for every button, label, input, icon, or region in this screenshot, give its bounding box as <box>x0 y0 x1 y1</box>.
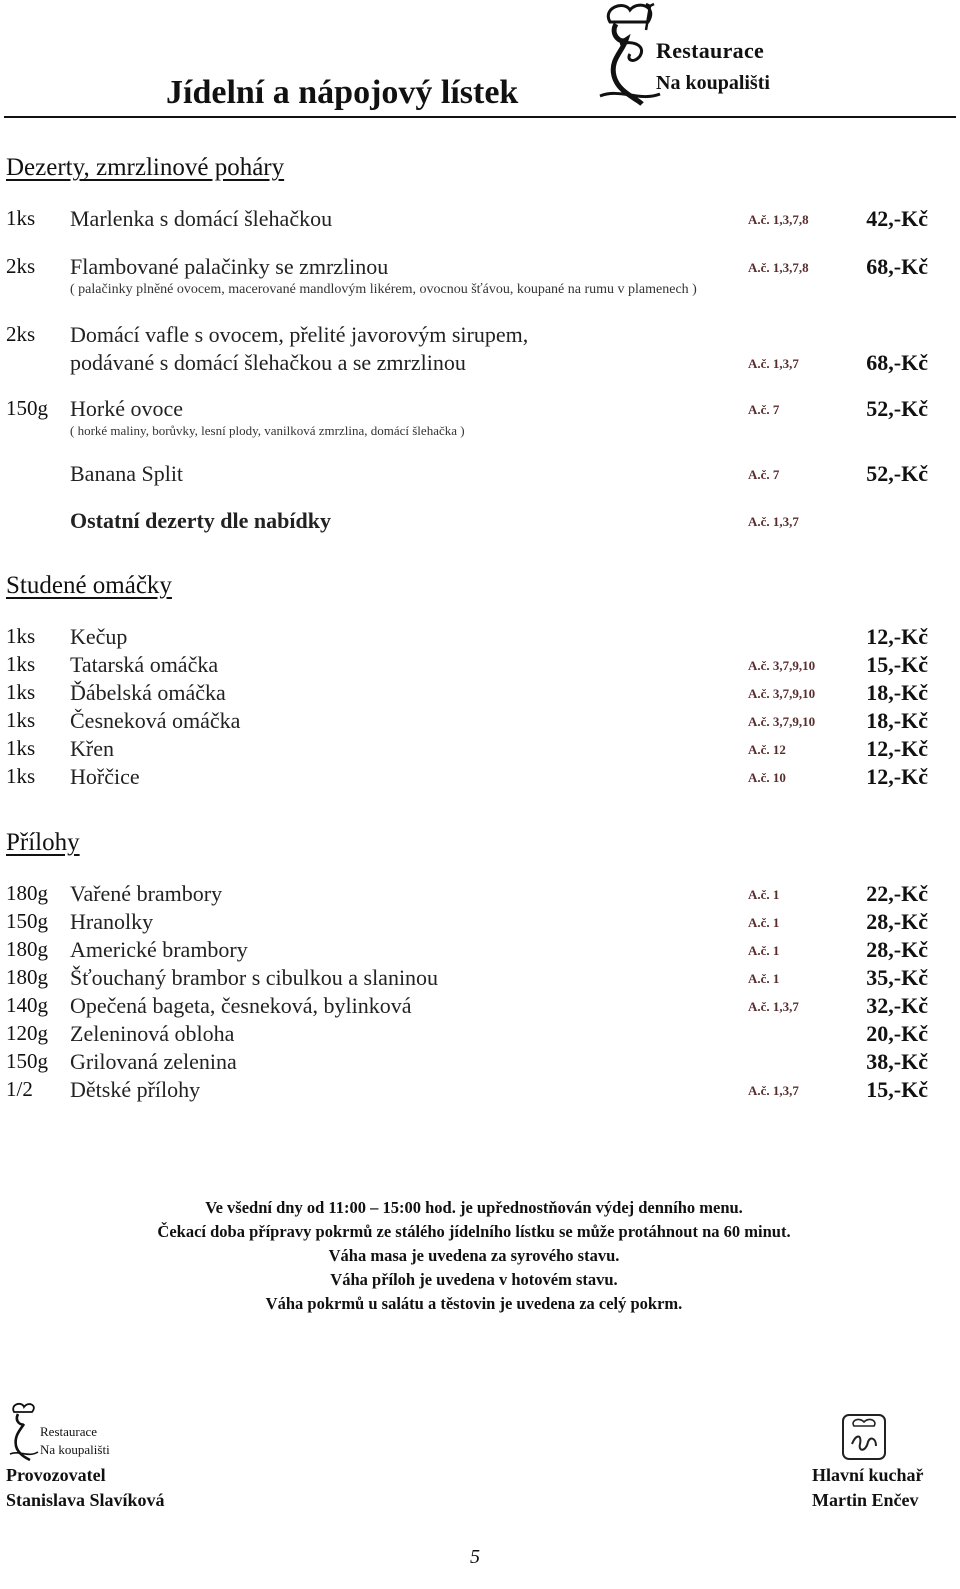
item-name: Křen <box>70 736 114 761</box>
item-allergens: A.č. 10 <box>748 770 786 785</box>
menu-item-continuation <box>6 350 946 378</box>
chef-emblem-icon <box>840 1412 888 1462</box>
footer-notes <box>0 1196 948 1316</box>
section-title-desserts: Dezerty, zmrzlinové poháry <box>6 154 285 181</box>
item-quantity: 140g <box>6 993 48 1017</box>
header-divider <box>4 116 956 118</box>
item-allergens: A.č. 7 <box>748 467 780 482</box>
item-quantity: 1/2 <box>6 1077 33 1101</box>
item-price: 38,-Kč <box>866 1049 928 1074</box>
item-quantity: 1ks <box>6 736 36 760</box>
item-quantity: 180g <box>6 965 48 989</box>
menu-item <box>6 680 946 708</box>
section-title-sides: Přílohy <box>6 829 80 856</box>
item-name: Vařené brambory <box>70 881 223 906</box>
item-price: 28,-Kč <box>866 909 928 934</box>
item-allergens: A.č. 1,3,7,8 <box>748 260 809 275</box>
item-allergens: A.č. 3,7,9,10 <box>748 686 816 701</box>
restaurant-logo <box>580 0 810 112</box>
item-allergens: A.č. 12 <box>748 742 786 757</box>
item-name: Ďábelská omáčka <box>70 680 226 705</box>
menu-item <box>6 708 946 736</box>
menu-item <box>6 652 946 680</box>
footer-note: Váha masa je uvedena za syrového stavu. <box>328 1246 620 1265</box>
item-name: Domácí vafle s ovocem, přelité javorovým sirupem, <box>70 322 529 347</box>
menu-item <box>6 461 946 489</box>
item-name: Hořčice <box>70 764 140 789</box>
item-quantity: 1ks <box>6 652 36 676</box>
item-quantity: 2ks <box>6 254 36 278</box>
menu-item <box>6 965 946 993</box>
item-price: 18,-Kč <box>866 680 928 705</box>
item-quantity: 2ks <box>6 322 36 346</box>
item-price: 20,-Kč <box>866 1021 928 1046</box>
item-quantity: 150g <box>6 1049 48 1073</box>
item-quantity: 1ks <box>6 708 36 732</box>
item-name: Opečená bageta, česneková, bylinková <box>70 993 412 1018</box>
item-price: 42,-Kč <box>866 206 928 231</box>
menu-item <box>6 322 946 350</box>
restaurant-logo-small <box>6 1402 156 1462</box>
item-price: 52,-Kč <box>866 461 928 486</box>
menu-item <box>6 254 946 282</box>
item-quantity: 1ks <box>6 624 36 648</box>
item-name: Kečup <box>70 624 128 649</box>
item-price: 32,-Kč <box>866 993 928 1018</box>
item-name: Dětské přílohy <box>70 1077 201 1102</box>
item-name: Ostatní dezerty dle nabídky <box>70 508 331 533</box>
item-price: 12,-Kč <box>866 736 928 761</box>
menu-item <box>6 736 946 764</box>
item-name: Česneková omáčka <box>70 708 241 733</box>
operator-signature <box>6 1463 165 1513</box>
footer-note: Čekací doba přípravy pokrmů ze stálého jídelního lístku se může protáhnout na 60 minut. <box>157 1222 791 1241</box>
item-name-line2: podávané s domácí šlehačkou a se zmrzlinou <box>70 350 466 375</box>
footer-note: Váha pokrmů u salátu a těstovin je uvedena za celý pokrm. <box>265 1294 683 1313</box>
item-name: Grilovaná zelenina <box>70 1049 237 1074</box>
item-quantity: 150g <box>6 909 48 933</box>
item-allergens: A.č. 1,3,7,8 <box>748 212 809 227</box>
operator-name: Stanislava Slavíková <box>6 1490 165 1510</box>
item-quantity: 180g <box>6 881 48 905</box>
menu-item <box>6 937 946 965</box>
item-price: 68,-Kč <box>866 254 928 279</box>
menu-item <box>6 206 946 234</box>
logo-text-na-koupalisti: Na koupališti <box>656 72 770 94</box>
item-price: 18,-Kč <box>866 708 928 733</box>
item-allergens: A.č. 1,3,7 <box>748 999 799 1014</box>
menu-item <box>6 1021 946 1049</box>
item-price: 28,-Kč <box>866 937 928 962</box>
footer-note: Váha příloh je uvedena v hotovém stavu. <box>330 1270 618 1289</box>
footer-note: Ve všední dny od 11:00 – 15:00 hod. je upřednostňován výdej denního menu. <box>205 1198 743 1217</box>
item-name: Americké brambory <box>70 937 248 962</box>
item-quantity: 120g <box>6 1021 48 1045</box>
item-price: 15,-Kč <box>866 1077 928 1102</box>
menu-item <box>6 508 946 536</box>
item-allergens: A.č. 1 <box>748 887 780 902</box>
item-quantity: 180g <box>6 937 48 961</box>
chef-figure-icon <box>6 1402 40 1462</box>
item-price: 22,-Kč <box>866 881 928 906</box>
item-note: ( palačinky plněné ovocem, macerované mandlovým likérem, ovocnou šťávou, koupané na rumu v plamenech ) <box>70 282 697 297</box>
item-quantity: 150g <box>6 396 48 420</box>
item-name: Šťouchaný brambor s cibulkou a slaninou <box>70 965 439 990</box>
menu-item <box>6 764 946 792</box>
item-price: 35,-Kč <box>866 965 928 990</box>
menu-item <box>6 909 946 937</box>
menu-item <box>6 881 946 909</box>
chef-name: Martin Enčev <box>812 1490 919 1510</box>
item-allergens: A.č. 1 <box>748 915 780 930</box>
page-number: 5 <box>470 1546 480 1568</box>
item-allergens: A.č. 1,3,7 <box>748 356 799 371</box>
chef-signature <box>812 1463 924 1513</box>
item-price: 12,-Kč <box>866 624 928 649</box>
item-note: ( horké maliny, borůvky, lesní plody, vanilková zmrzlina, domácí šlehačka ) <box>70 423 465 438</box>
menu-item <box>6 1077 946 1105</box>
menu-item <box>6 624 946 652</box>
page-title: Jídelní a nápojový lístek <box>166 74 519 111</box>
logo-text-restaurace: Restaurace <box>656 38 765 63</box>
item-allergens: A.č. 3,7,9,10 <box>748 714 816 729</box>
page-header <box>0 0 960 118</box>
menu-item <box>6 1049 946 1077</box>
item-name: Hranolky <box>70 909 154 934</box>
item-allergens: A.č. 1,3,7 <box>748 514 799 529</box>
item-allergens: A.č. 1 <box>748 943 780 958</box>
menu-item <box>6 993 946 1021</box>
item-allergens: A.č. 3,7,9,10 <box>748 658 816 673</box>
item-name: Tatarská omáčka <box>70 652 219 677</box>
small-logo-text-na-koupalisti: Na koupališti <box>40 1442 110 1457</box>
section-title-sauces: Studené omáčky <box>6 572 172 599</box>
item-name: Banana Split <box>70 461 184 486</box>
small-logo-text-restaurace: Restaurace <box>40 1424 98 1439</box>
item-price: 68,-Kč <box>866 350 928 375</box>
item-allergens: A.č. 1,3,7 <box>748 1083 799 1098</box>
item-quantity: 1ks <box>6 680 36 704</box>
item-allergens: A.č. 1 <box>748 971 780 986</box>
item-price: 15,-Kč <box>866 652 928 677</box>
item-quantity: 1ks <box>6 764 36 788</box>
item-price: 12,-Kč <box>866 764 928 789</box>
item-allergens: A.č. 7 <box>748 402 780 417</box>
operator-label: Provozovatel <box>6 1465 106 1485</box>
item-name: Marlenka s domácí šlehačkou <box>70 206 333 231</box>
item-name: Zeleninová obloha <box>70 1021 235 1046</box>
chef-label: Hlavní kuchař <box>812 1465 924 1485</box>
item-name: Flambované palačinky se zmrzlinou <box>70 254 389 279</box>
menu-item <box>6 396 946 424</box>
item-name: Horké ovoce <box>70 396 184 421</box>
item-price: 52,-Kč <box>866 396 928 421</box>
item-quantity: 1ks <box>6 206 36 230</box>
